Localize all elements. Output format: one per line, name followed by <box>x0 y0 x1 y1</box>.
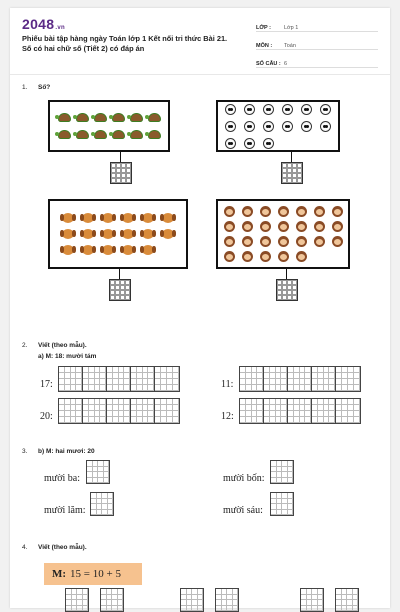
question-3-heading: 3. b) M: hai mươi: 20 <box>22 448 95 455</box>
writing-cell[interactable] <box>240 399 264 423</box>
answer-box-3[interactable] <box>109 279 131 301</box>
monkey-icon <box>311 235 327 249</box>
monkey-icon <box>221 250 237 264</box>
writing-cell[interactable] <box>107 399 131 423</box>
answer-box-2[interactable] <box>281 162 303 184</box>
panda-icon <box>280 102 296 116</box>
monkey-icon <box>311 205 327 219</box>
turtle-icon <box>110 128 126 142</box>
dog-icon <box>80 243 96 257</box>
monkey-icon <box>311 220 327 234</box>
meta-row-count: SỐ CÂU : 6 <box>256 54 378 68</box>
panda-icon <box>318 102 334 116</box>
panda-icon <box>242 102 258 116</box>
turtle-icon <box>92 128 108 142</box>
dog-icon <box>60 211 76 225</box>
writing-cell[interactable] <box>336 367 360 391</box>
worksheet <box>10 8 390 608</box>
connector-line <box>286 269 287 279</box>
monkey-icon <box>275 205 291 219</box>
writing-cell[interactable] <box>288 367 312 391</box>
writing-cell[interactable] <box>59 399 83 423</box>
panda-icon <box>223 102 239 116</box>
monkey-icon <box>275 250 291 264</box>
question-4-heading: 4. Viết (theo mẫu). <box>22 544 87 551</box>
writing-grid[interactable] <box>239 366 361 392</box>
turtle-icon <box>92 111 108 125</box>
dog-icon <box>160 227 176 241</box>
turtle-icon <box>56 128 72 142</box>
q3-item-muoi-ba: mười ba: <box>44 473 80 484</box>
answer-cell[interactable] <box>100 588 124 612</box>
turtle-icon <box>56 111 72 125</box>
writing-grid[interactable] <box>58 398 180 424</box>
writing-cell[interactable] <box>131 399 155 423</box>
monkey-icon <box>293 205 309 219</box>
connector-line <box>120 152 121 162</box>
monkey-icon <box>293 235 309 249</box>
monkey-icon <box>329 235 345 249</box>
panda-icon <box>261 136 277 150</box>
picture-box-monkeys <box>216 199 350 269</box>
panda-icon <box>299 102 315 116</box>
answer-box-1[interactable] <box>110 162 132 184</box>
panda-icon <box>223 136 239 150</box>
dog-icon <box>80 227 96 241</box>
answer-box-4[interactable] <box>276 279 298 301</box>
turtle-icon <box>146 128 162 142</box>
monkey-icon <box>239 250 255 264</box>
monkey-icon <box>329 205 345 219</box>
writing-grid[interactable] <box>239 398 361 424</box>
panda-icon <box>242 119 258 133</box>
writing-cell[interactable] <box>336 399 360 423</box>
dog-icon <box>100 227 116 241</box>
writing-cell[interactable] <box>83 367 107 391</box>
dog-icon <box>140 243 156 257</box>
monkey-icon <box>275 235 291 249</box>
answer-cell[interactable] <box>300 588 324 612</box>
q3-item-muoi-sau: mười sáu: <box>223 505 263 516</box>
writing-grid[interactable] <box>58 366 180 392</box>
writing-cell[interactable] <box>264 367 288 391</box>
dog-icon <box>120 243 136 257</box>
monkey-icon <box>257 220 273 234</box>
monkey-icon <box>257 250 273 264</box>
writing-cell[interactable] <box>155 399 179 423</box>
monkey-icon <box>239 205 255 219</box>
monkey-icon <box>293 250 309 264</box>
picture-box-turtles <box>48 100 170 152</box>
q2-item-11: 11: <box>221 379 234 390</box>
answer-cell[interactable] <box>215 588 239 612</box>
q2-item-17: 17: <box>40 379 53 390</box>
q2-item-12: 12: <box>221 411 234 422</box>
meta-panel <box>256 18 378 72</box>
turtle-icon <box>128 128 144 142</box>
writing-cell[interactable] <box>83 399 107 423</box>
question-2-example: a) M: 18: mười tám <box>38 353 97 360</box>
header-divider <box>10 74 390 75</box>
q3-item-muoi-bon: mười bốn: <box>223 473 265 484</box>
dog-icon <box>80 211 96 225</box>
question-2-heading: 2. Viết (theo mẫu). <box>22 342 87 349</box>
panda-icon <box>280 119 296 133</box>
question-1-heading: 1. Số? <box>22 84 51 91</box>
panda-icon <box>318 119 334 133</box>
dog-icon <box>160 211 176 225</box>
connector-line <box>291 152 292 162</box>
monkey-icon <box>221 220 237 234</box>
turtle-icon <box>128 111 144 125</box>
q2-item-20: 20: <box>40 411 53 422</box>
picture-box-dogs <box>48 199 188 269</box>
dog-icon <box>60 227 76 241</box>
monkey-icon <box>257 205 273 219</box>
writing-cell[interactable] <box>107 367 131 391</box>
turtle-icon <box>74 128 90 142</box>
turtle-icon <box>146 111 162 125</box>
monkey-icon <box>221 205 237 219</box>
site-logo[interactable]: 2048.vn <box>22 16 65 32</box>
connector-line <box>119 269 120 279</box>
writing-cell[interactable] <box>264 399 288 423</box>
picture-box-pandas <box>216 100 340 152</box>
monkey-icon <box>221 235 237 249</box>
dog-icon <box>140 227 156 241</box>
monkey-icon <box>257 235 273 249</box>
answer-cell[interactable] <box>65 588 89 612</box>
example-formula: M: 15 = 10 + 5 <box>44 563 142 585</box>
monkey-icon <box>329 220 345 234</box>
dog-icon <box>120 227 136 241</box>
panda-icon <box>223 119 239 133</box>
dog-icon <box>140 211 156 225</box>
dog-icon <box>100 243 116 257</box>
panda-icon <box>261 102 277 116</box>
answer-cell[interactable] <box>335 588 359 612</box>
writing-cell[interactable] <box>155 367 179 391</box>
writing-cell[interactable] <box>312 399 336 423</box>
meta-row-class: LỚP : Lớp 1 <box>256 18 378 32</box>
dog-icon <box>60 243 76 257</box>
dog-icon <box>120 211 136 225</box>
turtle-icon <box>110 111 126 125</box>
answer-cell[interactable] <box>270 460 294 484</box>
answer-cell[interactable] <box>270 492 294 516</box>
turtle-icon <box>74 111 90 125</box>
monkey-icon <box>239 220 255 234</box>
monkey-icon <box>293 220 309 234</box>
writing-cell[interactable] <box>131 367 155 391</box>
panda-icon <box>261 119 277 133</box>
q3-item-muoi-lam: mười lăm: <box>44 505 86 516</box>
panda-icon <box>299 119 315 133</box>
writing-cell[interactable] <box>240 367 264 391</box>
writing-cell[interactable] <box>59 367 83 391</box>
worksheet-title: Phiếu bài tập hàng ngày Toán lớp 1 Kết nối tri thức Bài 21. Số có hai chữ số (Tiết 2) có đáp án <box>22 34 228 53</box>
dog-icon <box>100 211 116 225</box>
answer-cell[interactable] <box>90 492 114 516</box>
writing-cell[interactable] <box>312 367 336 391</box>
answer-cell[interactable] <box>180 588 204 612</box>
writing-cell[interactable] <box>288 399 312 423</box>
panda-icon <box>242 136 258 150</box>
monkey-icon <box>239 235 255 249</box>
monkey-icon <box>275 220 291 234</box>
meta-row-subject: MÔN : Toán <box>256 36 378 50</box>
answer-cell[interactable] <box>86 460 110 484</box>
